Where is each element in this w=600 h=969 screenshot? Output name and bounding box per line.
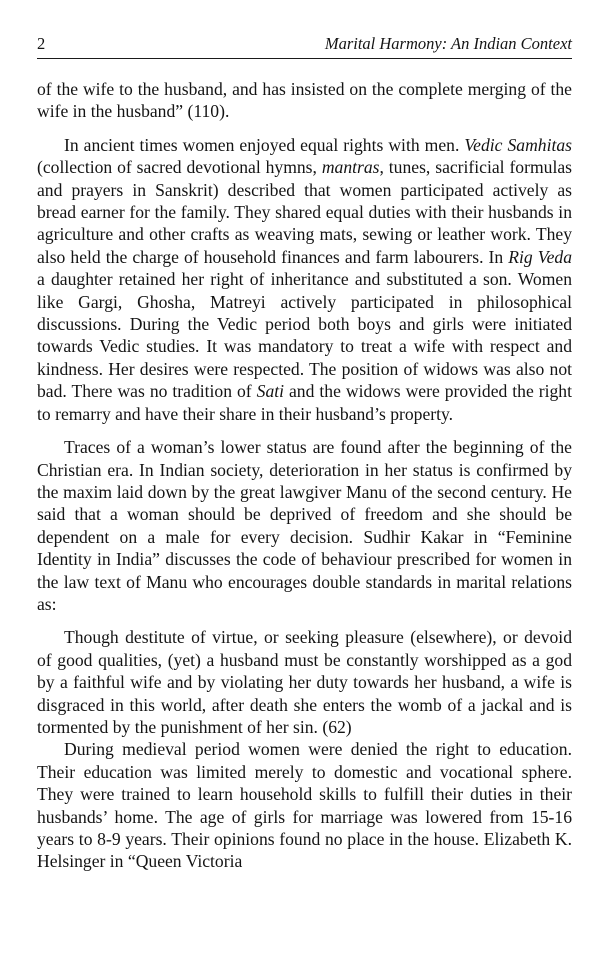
text-run: and the widows were provided the right to remarry and have their share in their husband’s property.: [37, 381, 572, 424]
paragraph-lower-status: Traces of a woman’s lower status are found after the beginning of the Christian era. In Indian society, deterioration in her status is confirmed by the maxim laid down by the great lawgiver Manu of the second century. He said that a woman should be deprived of freedom and she should be dependent on a male for every decision. Sudhir Kakar in “Feminine Identity in India” discusses the code of behaviour prescribed for women in the law text of Manu who encourages double standards in marital relations as:: [37, 437, 572, 614]
block-quote-manu: Though destitute of virtue, or seeking pleasure (elsewhere), or devoid of good qualities, (yet) a husband must be constantly worshipped as a god by a faithful wife and by violating her duty towards her husband, a wife is disgraced in this world, after death she enters the womb of a jackal and is tormented by the punishment of her sin. (62): [37, 627, 572, 737]
running-header: [37, 34, 572, 59]
italic-term: mantras: [321, 157, 380, 178]
paragraph-medieval-period: During medieval period women were denied the right to education. Their education was limited merely to domestic and vocational sphere. They were trained to learn household skills to fulfill their duties in their husbands’ home. The age of girls for marriage was lowered from 15-16 years to 8-9 years. Their opinions found no place in the house. Elizabeth K. Helsinger in “Queen Victoria: [37, 739, 572, 872]
italic-term: Vedic Samhitas: [464, 134, 572, 155]
page-number: 2: [37, 34, 46, 53]
running-title: Marital Harmony: An Indian Context: [324, 34, 572, 53]
italic-term: Sati: [256, 381, 285, 402]
body-text: [37, 78, 572, 873]
paragraph-continuation: of the wife to the husband, and has insisted on the complete merging of the wife in the husband” (110).: [37, 79, 572, 122]
book-page: [37, 34, 572, 873]
text-run: In ancient times women enjoyed equal rights with men.: [64, 134, 465, 155]
text-run: a daughter retained her right of inheritance and substituted a son. Women like Gargi, Ghosha, Matreyi actively participated in philosophical discussions. During the Vedic period both boys and girls were initiated towards Vedic studies. It was mandatory to treat a wife with respect and kindness. Her desires were respected. The position of widows was also not bad. There was no tradition of: [37, 269, 572, 402]
paragraph-ancient-times: [37, 134, 572, 425]
italic-term: Rig Veda: [508, 246, 573, 267]
text-run: , tunes, sacrificial formulas and prayers in Sanskrit) described that women participated actively as bread earner for the family. They shared equal duties with their husbands in agriculture and other crafts as weaving mats, sewing or leather work. They also held the charge of household finances and farm labourers. In: [37, 157, 572, 267]
text-run: (collection of sacred devotional hymns,: [37, 157, 322, 178]
